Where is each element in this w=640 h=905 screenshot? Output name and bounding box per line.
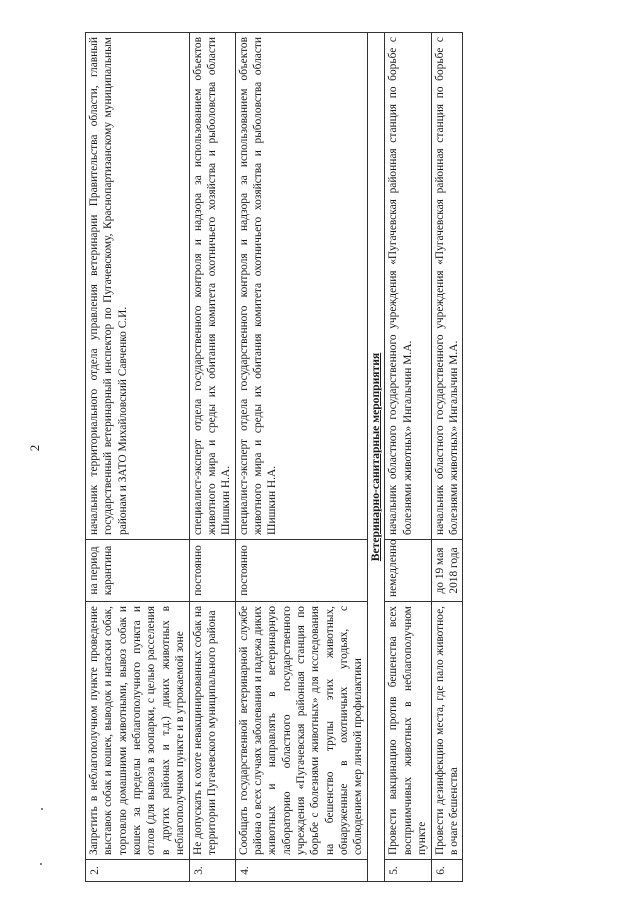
measure-text: Не допускать к охоте невакцинированных собак на территории Пугачевского муниципального района	[189, 602, 235, 860]
table-row	[86, 33, 190, 882]
deadline-text: на период карантина	[86, 540, 190, 602]
scan-speck	[41, 808, 43, 810]
responsible-text: начальник областного государственного учреждения «Пугачевская районная станция по борьбе с болезнями животных» Ингалычин М.А.	[385, 33, 431, 540]
section-title: Ветеринарно-санитарные мероприятия	[367, 33, 385, 882]
deadline-text: до 19 мая 2018 года	[431, 540, 463, 602]
measure-text: Провести дезинфекцию места, где пало животное, в очаге бешенства	[431, 602, 463, 860]
section-row	[367, 33, 385, 882]
deadline-text: постоянно	[189, 540, 235, 602]
responsible-text: начальник территориального отдела управления ветеринарии Правительства области, главный государственный ветеринарный инспектор по Пугачевскому, Краснопартизанскому муниципальным районам и ЗАТО Михайловский Савченко С.И.	[86, 33, 190, 540]
row-number: 6.	[431, 860, 463, 882]
measure-text: Запретить в неблагополучном пункте проведение выставок собак и кошек, выводок и натаски собак, торговлю домашними животными, вывоз собак и кошек за пределы неблагополучного пункта и отлов (для вывоза в зоопарки, с целью расселения в других районах и т.д.) диких животных в неблагополучном пункте и в угрожаемой зоне	[86, 602, 190, 860]
deadline-text: немедленно	[385, 540, 431, 602]
responsible-text: специалист-эксперт отдела государственного контроля и надзора за использованием объектов животного мира и среды их обитания комитета охотничьего хозяйства и рыболовства области Шишкин Н.А.	[189, 33, 235, 540]
measures-table	[85, 32, 463, 882]
responsible-text: начальник областного государственного учреждения «Пугачевская районная станция по борьбе с болезнями животных» Ингалычин М.А.	[431, 33, 463, 540]
table-row	[235, 33, 367, 882]
row-number: 4.	[235, 860, 367, 882]
table-row	[385, 33, 431, 882]
table-row	[189, 33, 235, 882]
table-row	[431, 33, 463, 882]
row-number: 5.	[385, 860, 431, 882]
page-number: 2	[27, 444, 42, 452]
measure-text: Провести вакцинацию против бешенства всех восприимчивых животных в неблагополучном пункте	[385, 602, 431, 860]
responsible-text: специалист-эксперт отдела государственного контроля и надзора за использованием объектов животного мира и среды их обитания комитета охотничьего хозяйства и рыболовства области Шишкин Н.А.	[235, 33, 367, 540]
row-number: 3.	[189, 860, 235, 882]
rotated-page-content	[85, 32, 625, 882]
row-number: 2.	[86, 860, 190, 882]
measure-text: Сообщать государственной ветеринарной службе района о всех случаях заболевания и падежа диких животных и направлять в ветеринарную лабораторию областного государственного учреждения «Пугачевская районная станция по борьбе с болезнями животных» для исследования на бешенство трупы этих животных, обнаруженные в охотничьих угодьях, с соблюдением мер личной профилактики	[235, 602, 367, 860]
scan-speck	[40, 863, 42, 865]
deadline-text: постоянно	[235, 540, 367, 602]
